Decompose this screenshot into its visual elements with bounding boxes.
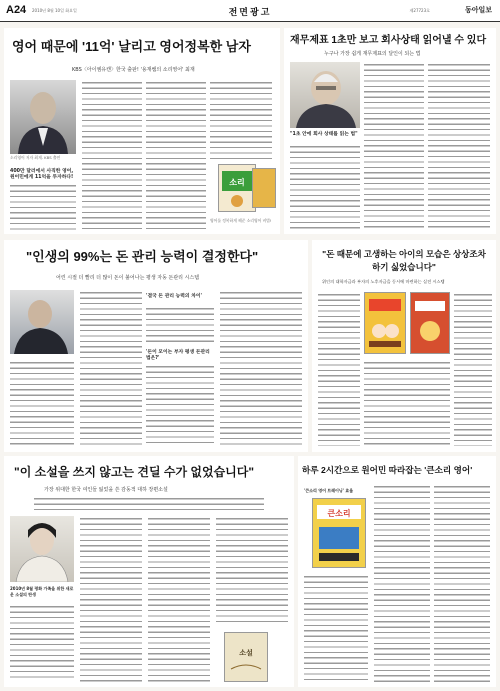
ad2-body-col3 [428,62,490,230]
page-header [0,0,500,22]
ad6-title: 하루 2시간으로 원어민 따라잡는 '큰소리 영어' [302,465,473,475]
ad1-body-col3 [146,80,206,230]
ad2-title: 재무제표 1초만 보고 회사상태 읽어낼 수 있다 [290,35,487,46]
ad-financial-statements [284,28,496,234]
ad6-lead: '큰소리 영어 트레이닝' 효율 [304,488,354,493]
ad1-body-col1 [10,183,76,231]
ad-money-management [4,240,308,452]
ad1-author-photo [10,80,76,154]
ad5-lead: 2010년 8월 평화 가족을 위한 새로운 소설의 탄생 [10,586,74,597]
ad2-body-col2 [364,62,424,230]
ad5-woman-portrait [10,516,74,582]
ad1-book-cover [218,164,256,212]
ad4-body-col1 [318,292,360,446]
ad1-body-col4 [210,80,272,160]
ad-children-finance [312,240,496,452]
ad5-body-col3 [148,516,210,682]
ad6-body-col1 [304,574,368,682]
ad2-buffett-photo [290,62,360,128]
ad5-body-col1 [10,604,74,682]
ad3-mid1: '결국 돈 관리 능력의 차이' [146,294,202,299]
ad-loud-english [298,456,496,687]
ad4-subtitle: 위인의 대학자금과 부자의 노후자금을 동시에 마련하는 실전 시스템 [322,279,445,284]
issue-number: 제27723호 [409,8,430,13]
page-date: 2010년 8월 10일 화요일 [32,8,77,13]
newspaper-name: 동아일보 [464,6,492,14]
ad-novel [4,456,294,687]
svg-text:큰소리: 큰소리 [327,509,351,518]
ad4-book-cover-1 [364,292,406,354]
ad3-body-col1 [10,360,74,446]
ad1-body-col2 [82,80,142,230]
ad3-body-col4 [220,290,302,446]
ad6-body-col3 [434,484,490,682]
ad5-intro-text [34,496,264,512]
ad4-body-col3 [364,360,450,446]
ad3-title: "인생의 99%는 돈 관리 능력이 결정한다" [26,249,259,264]
ad2-lead: "1초 안에 회사 상태를 읽는 법" [290,132,358,137]
ad1-title: 영어 때문에 '11억' 날리고 영어정복한 남자 [12,39,251,54]
ad-english-sound [4,28,280,234]
ad5-body-col4 [216,516,288,626]
ad5-title: "이 소설을 쓰지 않고는 견딜 수가 없었습니다" [14,465,255,479]
ad5-subtitle: 가장 위대한 한국 여인들 잃었을 쓴 감동적 대하 장편소설 [44,487,168,493]
ad4-title: "돈 때문에 고생하는 아이의 모습은 상상조차 하기 싫었습니다" [322,249,486,272]
ad2-subtitle: 누구나 가장 쉽게 재무제표의 달인이 되는 법 [324,51,421,57]
ad3-body-col3 [146,306,214,346]
ad1-photo-caption: 소리영어 저자 최재. KBS 출연 [10,155,61,160]
svg-text:소설: 소설 [239,648,253,657]
svg-text:소리: 소리 [229,178,245,187]
ad1-subtitle: KBS〈아이엠유캔〉한국 출판! '용재쌤의 소리영어' 최재 [72,67,195,73]
ad3-subtitle: 어린 시절 더 빨리 더 많이 돈이 불어나는 평생 자동 돈관리 시스템 [56,275,200,281]
ad6-body-col2 [374,484,430,682]
ad3-mid2: '돈이 모이는 부자 평생 돈관리 법은?' [146,350,210,361]
ad1-lead: 400만 달러에서 사직한 영어, 원어민에게 11억을 투자하다! [10,169,74,180]
ad2-body-col1 [290,144,360,230]
ad5-book-cover [224,632,268,682]
ad4-book-cover-2 [410,292,450,354]
section-title: 전면광고 [228,7,272,17]
ad3-body-col3b [146,364,214,446]
ad1-quote: 영어를 정복하게 해준 소리영어 비법! [210,218,272,223]
ad6-book-cover [312,498,366,568]
ad1-book-cover-2 [252,168,276,208]
ad3-author-photo [10,290,74,354]
page-number: A24 [6,4,27,16]
ad5-body-col2 [80,516,142,682]
ad3-body-col2 [80,290,142,446]
ad4-body-col2 [454,292,492,446]
